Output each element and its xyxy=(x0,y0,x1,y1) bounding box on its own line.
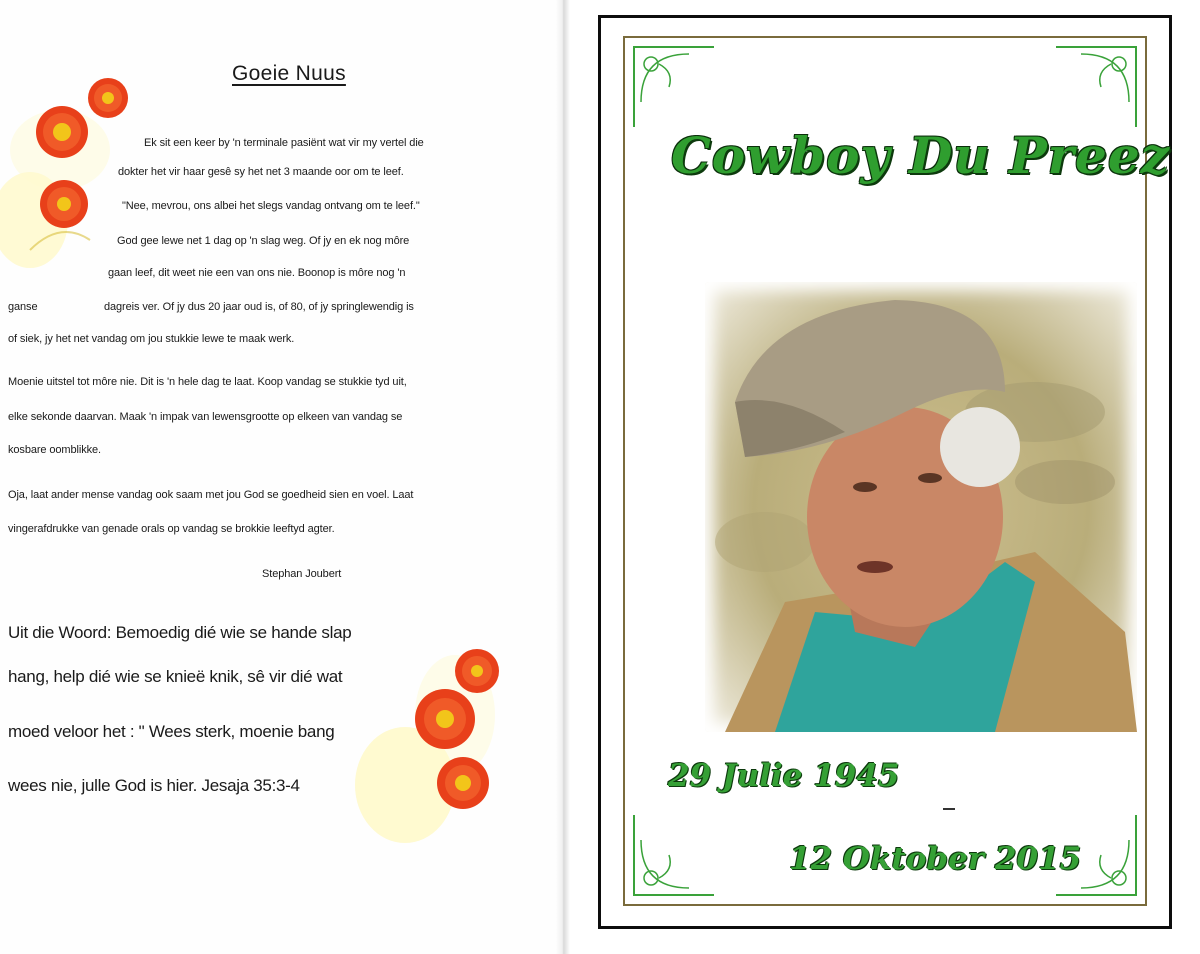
portrait-photo xyxy=(705,282,1137,732)
date-born: 29 Julie 1945 xyxy=(668,758,900,794)
poem-line: Oja, laat ander mense vandag ook saam met jou God se goedheid sien en voel. Laat xyxy=(8,489,414,501)
poem-line: dokter het vir haar gesê sy het net 3 maande oor om te leef. xyxy=(118,166,404,178)
date-separator xyxy=(943,808,955,810)
right-page xyxy=(570,0,1200,954)
left-page xyxy=(0,0,560,954)
portrait-illustration xyxy=(705,282,1137,732)
poem-line: "Nee, mevrou, ons albei het slegs vandag ontvang om te leef." xyxy=(122,200,420,212)
poem-line: Ek sit een keer by 'n terminale pasiënt wat vir my vertel die xyxy=(144,137,424,149)
poem-line: dagreis ver. Of jy dus 20 jaar oud is, of 80, of jy springlewendig is xyxy=(104,301,414,313)
flower-cluster-bottom xyxy=(355,635,515,850)
scripture-line: moed veloor het : " Wees sterk, moenie bang xyxy=(8,722,335,741)
poem-line: of siek, jy het net vandag om jou stukkie lewe te maak werk. xyxy=(8,333,295,345)
author: Stephan Joubert xyxy=(262,568,342,580)
poem-line: kosbare oomblikke. xyxy=(8,444,101,456)
corner-ornament-icon xyxy=(1051,42,1141,132)
page-title: Goeie Nuus xyxy=(232,62,346,85)
poem-line: Moenie uitstel tot môre nie. Dit is 'n hele dag te laat. Koop vandag se stukkie tyd uit, xyxy=(8,376,407,388)
corner-ornament-icon xyxy=(629,810,719,900)
date-died: 12 Oktober 2015 xyxy=(789,841,1082,877)
scripture-line: wees nie, julle God is hier. Jesaja 35:3-4 xyxy=(8,776,300,795)
poem-line: gaan leef, dit weet nie een van ons nie. Boonop is môre nog 'n xyxy=(108,267,406,279)
deceased-name: Cowboy Du Preez xyxy=(671,126,1171,185)
poem-line: elke sekonde daarvan. Maak 'n impak van lewensgrootte op elkeen van vandag se xyxy=(8,411,403,423)
memorial-card xyxy=(598,15,1172,929)
fold-line xyxy=(556,0,570,954)
scripture-line: hang, help dié wie se knieë knik, sê vir dié wat xyxy=(8,667,343,686)
poem-line: ganse xyxy=(8,301,38,313)
poem-line: vingerafdrukke van genade orals op vandag se brokkie leeftyd agter. xyxy=(8,523,335,535)
corner-ornament-icon xyxy=(629,42,719,132)
scripture-line: Uit die Woord: Bemoedig dié wie se hande slap xyxy=(8,623,352,642)
poem-line: God gee lewe net 1 dag op 'n slag weg. Of jy en ek nog môre xyxy=(117,235,410,247)
